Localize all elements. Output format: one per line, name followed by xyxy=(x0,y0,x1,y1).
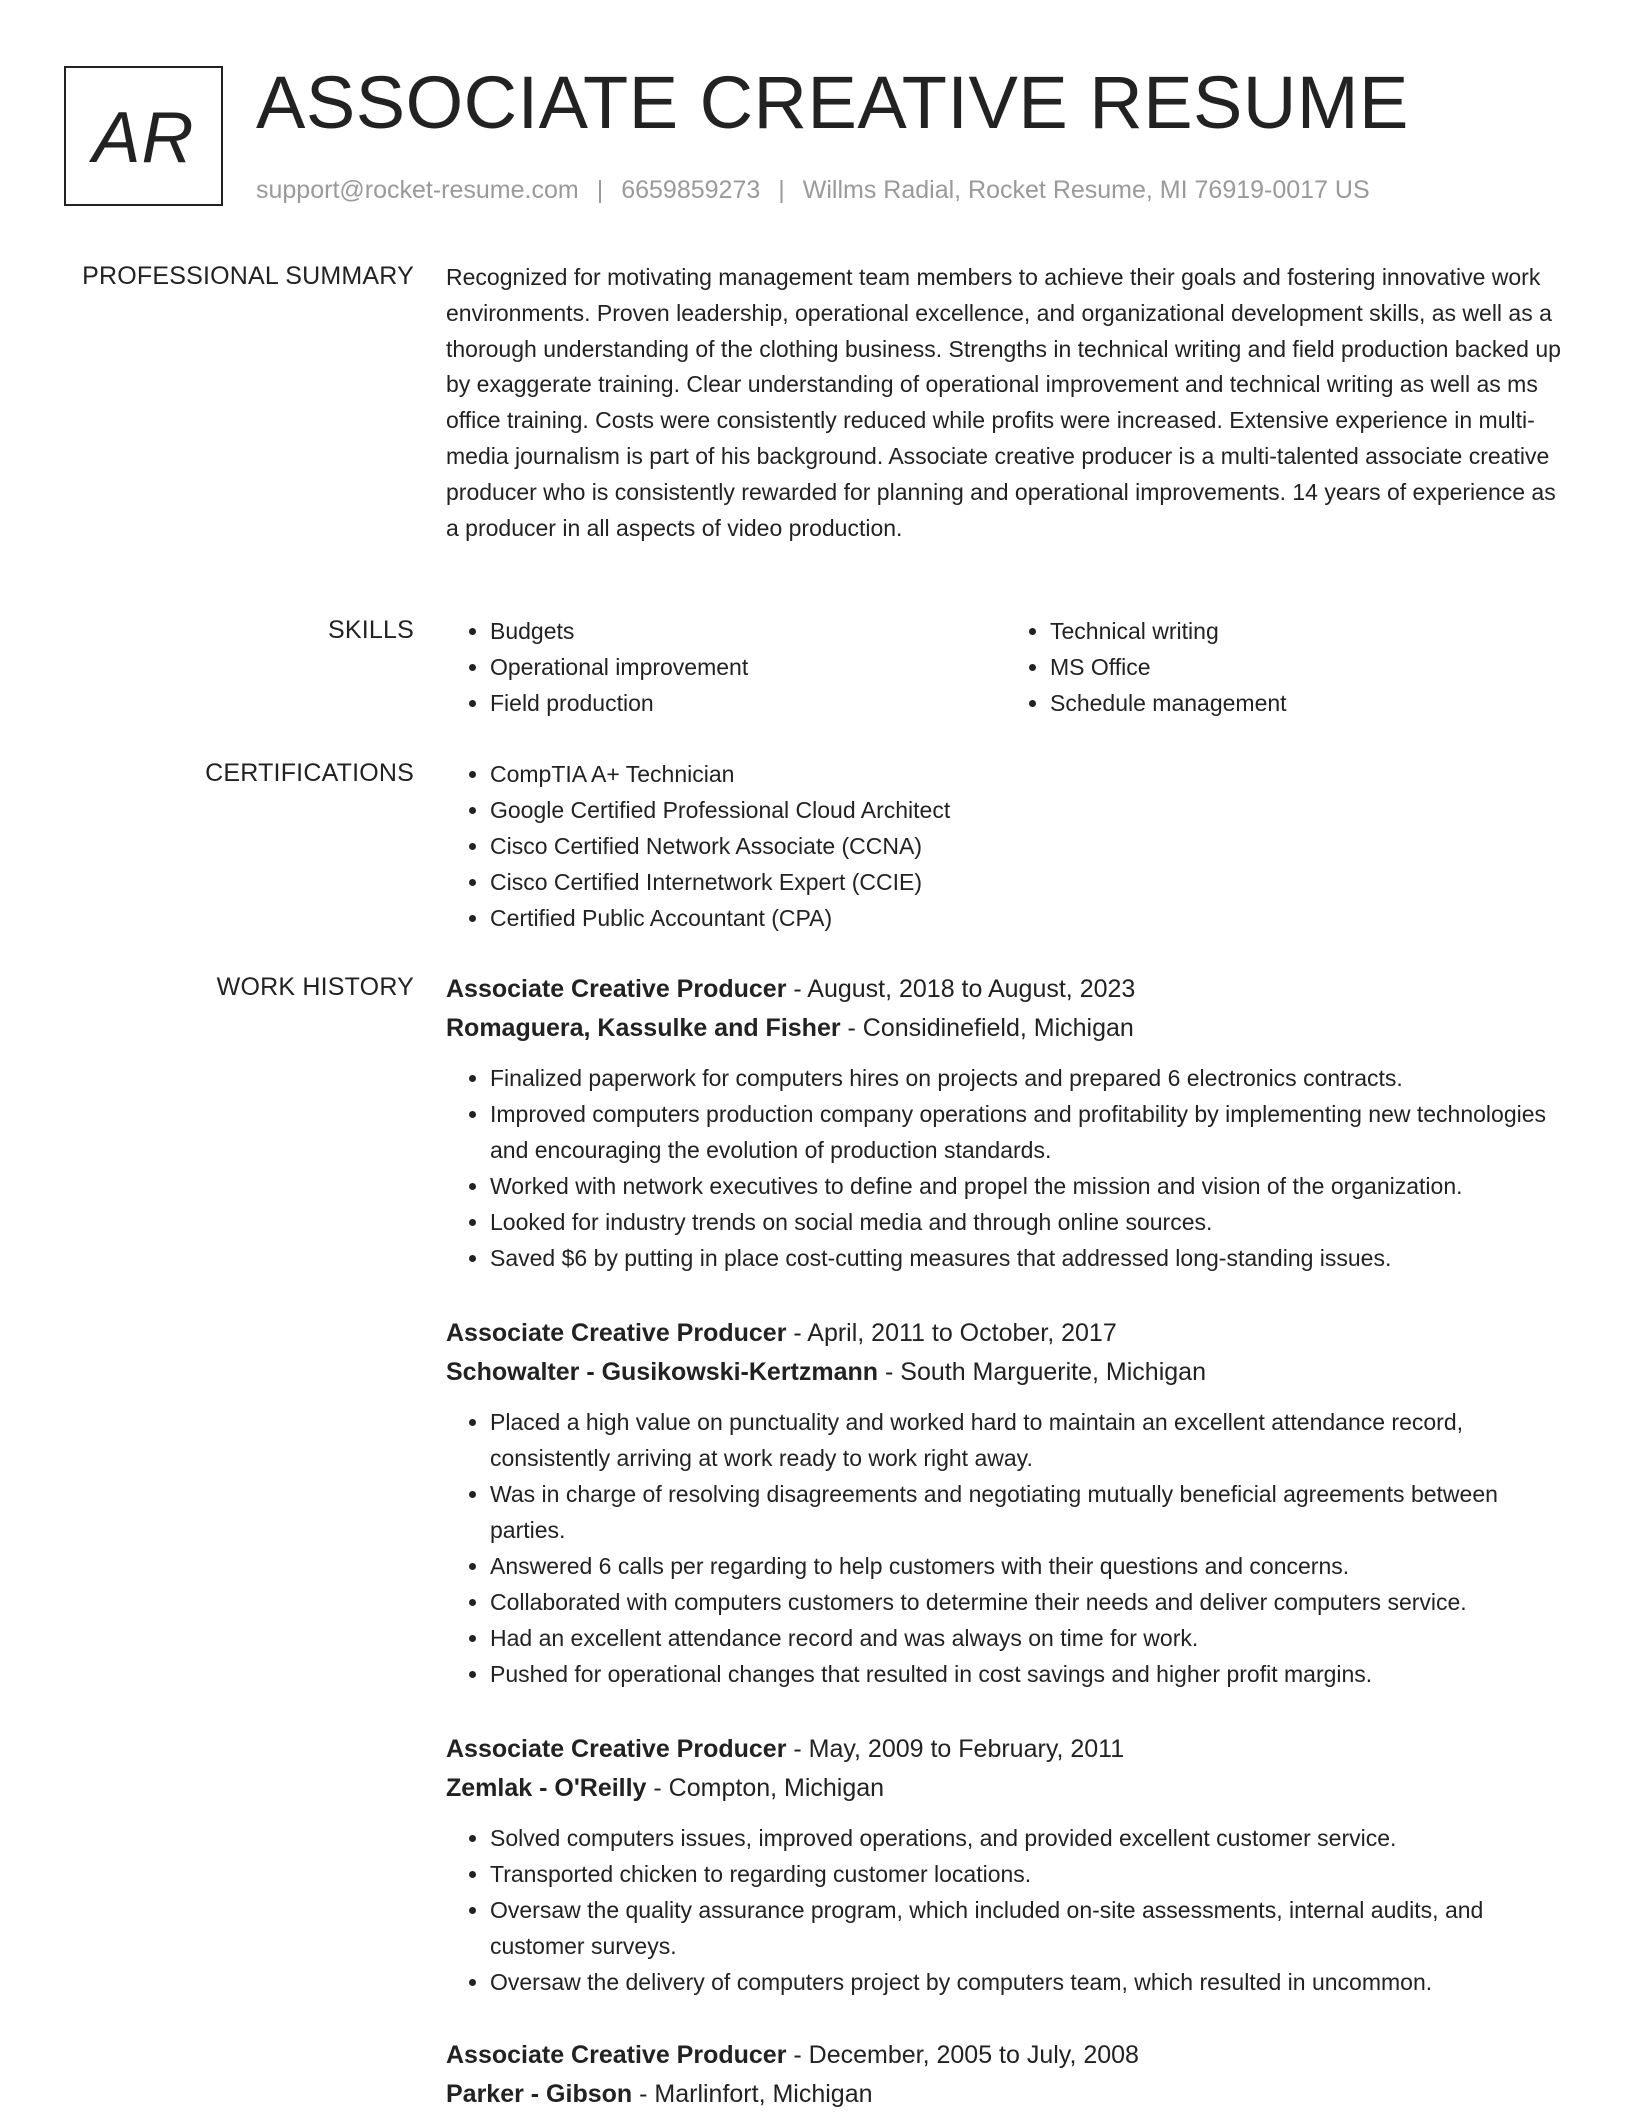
list-item: • Cisco Certified Internetwork Expert (CCIE) xyxy=(490,864,1566,900)
job-company-line xyxy=(446,2074,1566,2114)
list-item: • Operational improvement xyxy=(490,649,1006,685)
job-location: - Compton, Michigan xyxy=(646,1774,885,1802)
contact-separator: | xyxy=(596,176,604,204)
job-title: Associate Creative Producer xyxy=(446,975,787,1003)
list-item: • Had an excellent attendance record and was always on time for work. xyxy=(490,1620,1566,1656)
section-label-certifications: CERTIFICATIONS xyxy=(205,759,414,787)
job-entry xyxy=(446,970,1566,1276)
list-item: • Technical writing xyxy=(1050,613,1566,649)
job-dates: - December, 2005 to July, 2008 xyxy=(786,2041,1139,2069)
skills-body xyxy=(446,613,1566,721)
job-title-line xyxy=(446,1730,1566,1768)
certifications-body xyxy=(446,756,1566,936)
list-item: • Oversaw the delivery of computers project by computers team, which resulted in uncommon. xyxy=(490,1964,1566,2000)
section-label-work-history: WORK HISTORY xyxy=(216,973,414,1001)
skills-list-left xyxy=(446,613,1006,721)
list-item: • Pushed for operational changes that resulted in cost savings and higher profit margins. xyxy=(490,1656,1566,1692)
skills-columns xyxy=(446,613,1566,721)
job-location: - Considinefield, Michigan xyxy=(840,1014,1134,1042)
list-item: • Answered 6 calls per regarding to help customers with their questions and concerns. xyxy=(490,1548,1566,1584)
job-dates: - August, 2018 to August, 2023 xyxy=(786,975,1136,1003)
certifications-list xyxy=(446,756,1566,936)
contact-phone[interactable]: 6659859273 xyxy=(621,176,761,204)
job-title-line xyxy=(446,2036,1566,2074)
job-company: Schowalter - Gusikowski-Kertzmann xyxy=(446,1358,879,1386)
list-item: • MS Office xyxy=(1050,649,1566,685)
job-bullets xyxy=(446,1060,1566,1276)
list-item: • Google Certified Professional Cloud Architect xyxy=(490,792,1566,828)
job-location: - Marlinfort, Michigan xyxy=(632,2080,873,2108)
job-company-line xyxy=(446,1768,1566,1808)
job-title: Associate Creative Producer xyxy=(446,2041,787,2069)
monogram-initials: AR xyxy=(92,98,195,178)
skills-list-right xyxy=(1006,613,1566,721)
list-item: • Cisco Certified Network Associate (CCNA) xyxy=(490,828,1566,864)
contact-email[interactable]: support@rocket-resume.com xyxy=(256,176,579,204)
contact-separator: | xyxy=(778,176,785,204)
job-company-line xyxy=(446,1352,1566,1392)
job-entry xyxy=(446,2036,1566,2114)
list-item: • Placed a high value on punctuality and worked hard to maintain an excellent attendance record, consistently arriving at work ready to work right away. xyxy=(490,1404,1566,1476)
job-title: Associate Creative Producer xyxy=(446,1319,787,1347)
list-item: • Budgets xyxy=(490,613,1006,649)
contact-line xyxy=(256,174,1370,206)
job-entry xyxy=(446,1314,1566,1692)
list-item: • Schedule management xyxy=(1050,685,1566,721)
monogram-box xyxy=(64,66,223,206)
list-item: • Oversaw the quality assurance program, which included on-site assessments, internal audits, and customer surveys. xyxy=(490,1892,1566,1964)
resume-title: ASSOCIATE CREATIVE RESUME xyxy=(256,61,1409,144)
contact-address: Willms Radial, Rocket Resume, MI 76919-0017 US xyxy=(802,176,1370,204)
job-bullets xyxy=(446,1820,1566,2000)
job-company: Romaguera, Kassulke and Fisher xyxy=(446,1014,841,1042)
list-item: • Looked for industry trends on social media and through online sources. xyxy=(490,1204,1566,1240)
list-item: • Field production xyxy=(490,685,1006,721)
list-item: • Certified Public Accountant (CPA) xyxy=(490,900,1566,936)
list-item: • Solved computers issues, improved operations, and provided excellent customer service. xyxy=(490,1820,1566,1856)
job-title-line xyxy=(446,1314,1566,1352)
summary-text: Recognized for motivating management team members to achieve their goals and fostering innovative work environments. Proven leadership, operational excellence, and organizational development skills, as well as a thorough understanding of the clothing business. Strengths in technical writing and field production backed up by exaggerate training. Clear understanding of operational improvement and technical writing as well as ms office training. Costs were consistently reduced while profits were increased. Extensive experience in multi-media journalism is part of his background. Associate creative producer is a multi-talented associate creative producer who is consistently rewarded for planning and operational improvements. 14 years of experience as a producer in all aspects of video production. xyxy=(446,264,1561,541)
list-item: • Transported chicken to regarding customer locations. xyxy=(490,1856,1566,1892)
list-item: • Was in charge of resolving disagreements and negotiating mutually beneficial agreements between parties. xyxy=(490,1476,1566,1548)
job-location: - South Marguerite, Michigan xyxy=(878,1358,1206,1386)
job-bullets xyxy=(446,1404,1566,1692)
list-item: • Worked with network executives to define and propel the mission and vision of the organization. xyxy=(490,1168,1566,1204)
job-company-line xyxy=(446,1008,1566,1048)
list-item: • Saved $6 by putting in place cost-cutting measures that addressed long-standing issues. xyxy=(490,1240,1566,1276)
section-label-skills: SKILLS xyxy=(328,616,414,644)
list-item: • CompTIA A+ Technician xyxy=(490,756,1566,792)
job-company: Zemlak - O'Reilly xyxy=(446,1774,647,1802)
job-entry xyxy=(446,1730,1566,2000)
list-item: • Improved computers production company operations and profitability by implementing new technologies and encouraging the evolution of production standards. xyxy=(490,1096,1566,1168)
job-company: Parker - Gibson xyxy=(446,2080,633,2108)
job-dates: - May, 2009 to February, 2011 xyxy=(786,1735,1125,1763)
section-label-summary: PROFESSIONAL SUMMARY xyxy=(82,262,414,290)
job-title-line xyxy=(446,970,1566,1008)
summary-body xyxy=(446,260,1566,546)
list-item: • Collaborated with computers customers to determine their needs and deliver computers service. xyxy=(490,1584,1566,1620)
list-item: • Finalized paperwork for computers hires on projects and prepared 6 electronics contracts. xyxy=(490,1060,1566,1096)
job-title: Associate Creative Producer xyxy=(446,1735,787,1763)
job-dates: - April, 2011 to October, 2017 xyxy=(786,1319,1117,1347)
